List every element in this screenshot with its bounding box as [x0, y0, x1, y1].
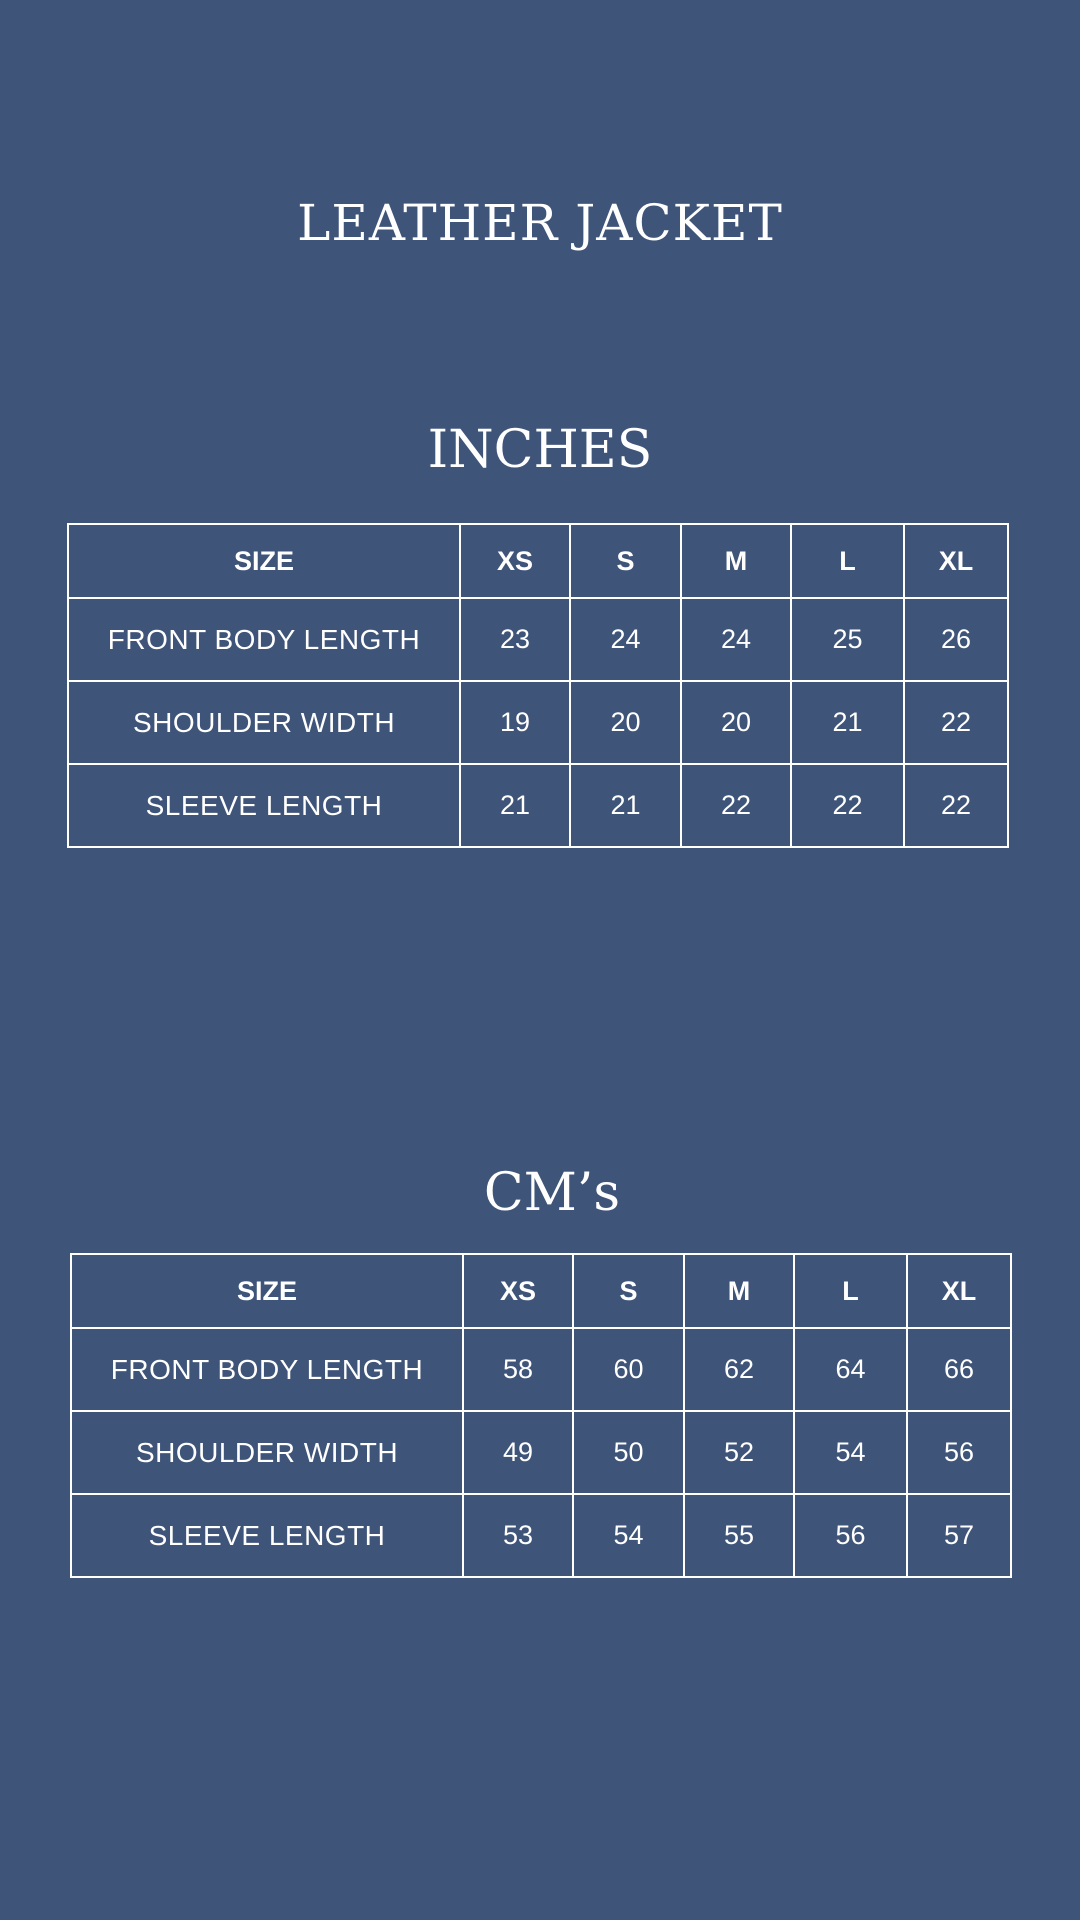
table-cell: 58	[463, 1328, 573, 1411]
table-cell: 60	[573, 1328, 684, 1411]
table-cell: 20	[570, 681, 681, 764]
table-cell: 26	[904, 598, 1008, 681]
size-l-header: L	[791, 524, 904, 598]
size-m-header: M	[681, 524, 791, 598]
row-label: SLEEVE LENGTH	[71, 1494, 463, 1577]
table-cell: 21	[460, 764, 570, 847]
size-s-header: S	[570, 524, 681, 598]
table-cell: 22	[791, 764, 904, 847]
table-cell: 24	[681, 598, 791, 681]
page-title: LEATHER JACKET	[297, 194, 783, 252]
table-cell: 25	[791, 598, 904, 681]
table-cell: 62	[684, 1328, 794, 1411]
table-row	[68, 598, 1008, 681]
table-row	[68, 681, 1008, 764]
table-row	[68, 764, 1008, 847]
table-cell: 57	[907, 1494, 1011, 1577]
table-cell: 53	[463, 1494, 573, 1577]
cms-heading: CM’s	[483, 1163, 621, 1223]
table-row	[71, 1411, 1011, 1494]
row-label: SLEEVE LENGTH	[68, 764, 460, 847]
table-cell: 20	[681, 681, 791, 764]
table-cell: 24	[570, 598, 681, 681]
size-s-header: S	[573, 1254, 684, 1328]
table-cell: 22	[904, 681, 1008, 764]
table-cell: 22	[904, 764, 1008, 847]
size-l-header: L	[794, 1254, 907, 1328]
row-label: FRONT BODY LENGTH	[68, 598, 460, 681]
table-cell: 66	[907, 1328, 1011, 1411]
table-cell: 50	[573, 1411, 684, 1494]
size-m-header: M	[684, 1254, 794, 1328]
table-cell: 49	[463, 1411, 573, 1494]
table-cell: 54	[794, 1411, 907, 1494]
table-cell: 54	[573, 1494, 684, 1577]
table-cell: 23	[460, 598, 570, 681]
row-label: SHOULDER WIDTH	[71, 1411, 463, 1494]
size-xl-header: XL	[907, 1254, 1011, 1328]
table-cell: 56	[794, 1494, 907, 1577]
size-column-header: SIZE	[68, 524, 460, 598]
inches-heading: INCHES	[427, 420, 653, 480]
table-cell: 22	[681, 764, 791, 847]
table-cell: 55	[684, 1494, 794, 1577]
table-header-row	[68, 524, 1008, 598]
size-xs-header: XS	[463, 1254, 573, 1328]
table-cell: 56	[907, 1411, 1011, 1494]
table-row	[71, 1494, 1011, 1577]
cms-size-table	[70, 1253, 1012, 1578]
table-cell: 64	[794, 1328, 907, 1411]
size-column-header: SIZE	[71, 1254, 463, 1328]
table-cell: 21	[570, 764, 681, 847]
table-cell: 19	[460, 681, 570, 764]
size-xs-header: XS	[460, 524, 570, 598]
table-row	[71, 1328, 1011, 1411]
size-xl-header: XL	[904, 524, 1008, 598]
inches-size-table	[67, 523, 1009, 848]
row-label: FRONT BODY LENGTH	[71, 1328, 463, 1411]
table-cell: 21	[791, 681, 904, 764]
row-label: SHOULDER WIDTH	[68, 681, 460, 764]
table-cell: 52	[684, 1411, 794, 1494]
table-header-row	[71, 1254, 1011, 1328]
